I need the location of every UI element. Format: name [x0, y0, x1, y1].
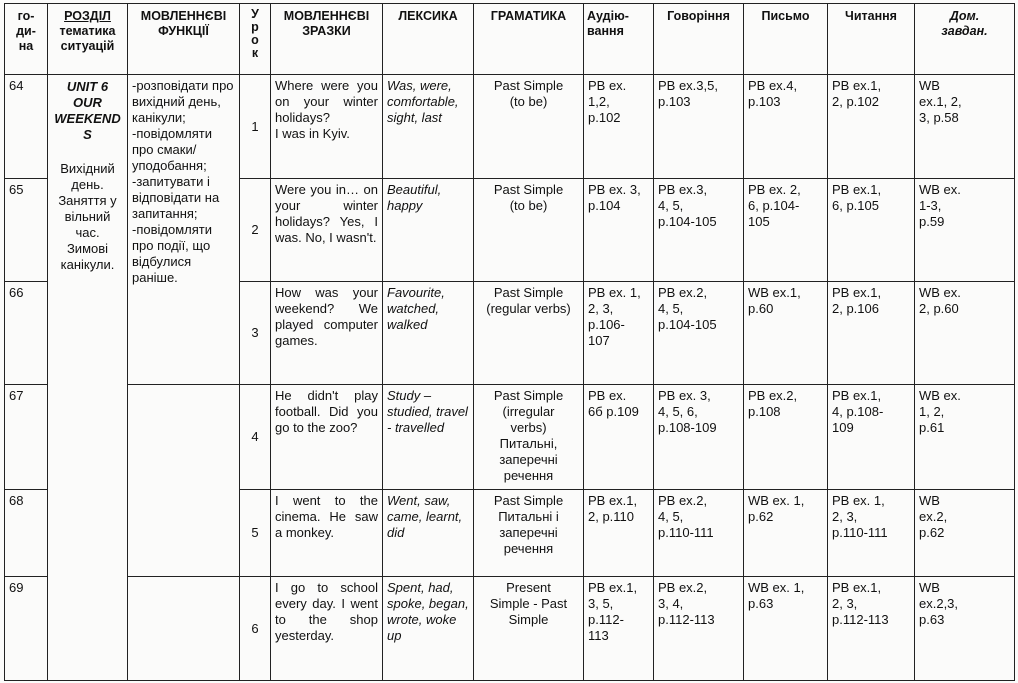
speaking-cell: PB ex. 3, 4, 5, 6, p.108-109 [654, 385, 744, 490]
header-section [48, 4, 128, 75]
homework-cell: WB ex.1, 2, 3, p.58 [915, 75, 1015, 179]
audio-cell: PB ex.1, 2, p.110 [584, 490, 654, 577]
header-lesson: У р о к [240, 4, 271, 75]
vocab-cell: Favourite, watched, walked [383, 282, 474, 385]
header-writing: Письмо [744, 4, 828, 75]
audio-cell: PB ex.1, 3, 5, p.112- 113 [584, 577, 654, 681]
sample-cell: I went to the cinema. He saw a monkey. [271, 490, 383, 577]
hour-cell: 64 [5, 75, 48, 179]
header-section-title: РОЗДІЛ [64, 9, 111, 23]
homework-cell: WB ex.2, p.62 [915, 490, 1015, 577]
speaking-cell: PB ex.2, 4, 5, p.104-105 [654, 282, 744, 385]
sample-cell: Were you in… on your winter holidays? Yes, I was. No, I wasn't. [271, 179, 383, 282]
grammar-cell: Past Simple (irregular verbs) Питальні, заперечні речення [474, 385, 584, 490]
reading-cell: PB ex.1, 2, p.106 [828, 282, 915, 385]
lesson-number: 4 [240, 385, 271, 490]
functions-cell: -розповідати про вихідний день, канікули; -повідомляти про смаки/уподобання; -запитувати і відповідати на запитання; -повідомляти про події, що відбулися раніше. [128, 75, 240, 385]
unit-cell [48, 75, 128, 681]
sample-cell: Where were you on your winter holidays? I was in Kyiv. [271, 75, 383, 179]
reading-cell: PB ex. 1, 2, 3, p.110-111 [828, 490, 915, 577]
lesson-number: 6 [240, 577, 271, 681]
header-homework: Дом. завдан. [915, 4, 1015, 75]
vocab-cell: Study – studied, travel - travelled [383, 385, 474, 490]
lesson-number: 2 [240, 179, 271, 282]
lesson-number: 1 [240, 75, 271, 179]
vocab-cell: Beautiful, happy [383, 179, 474, 282]
lesson-number: 5 [240, 490, 271, 577]
header-row [5, 4, 1015, 75]
grammar-cell: Past Simple (to be) [474, 75, 584, 179]
homework-cell: WB ex.2,3, p.63 [915, 577, 1015, 681]
header-reading: Читання [828, 4, 915, 75]
hour-cell: 69 [5, 577, 48, 681]
header-functions: МОВЛЕННЄВІ ФУНКЦІЇ [128, 4, 240, 75]
functions-empty-cell [128, 385, 240, 577]
lesson-plan-table [4, 3, 1015, 681]
audio-cell: PB ex. 6б p.109 [584, 385, 654, 490]
homework-cell: WB ex. 1-3, p.59 [915, 179, 1015, 282]
grammar-cell: Past Simple (regular verbs) [474, 282, 584, 385]
speaking-cell: PB ex.3, 4, 5, p.104-105 [654, 179, 744, 282]
hour-cell: 65 [5, 179, 48, 282]
hour-cell: 66 [5, 282, 48, 385]
sample-cell: He didn't play football. Did you go to the zoo? [271, 385, 383, 490]
reading-cell: PB ex.1, 6, p.105 [828, 179, 915, 282]
audio-cell: PB ex. 1, 2, 3, p.106- 107 [584, 282, 654, 385]
vocab-cell: Went, saw, came, learnt, did [383, 490, 474, 577]
speaking-cell: PB ex.2, 4, 5, p.110-111 [654, 490, 744, 577]
speaking-cell: PB ex.3,5, p.103 [654, 75, 744, 179]
header-samples: МОВЛЕННЄВІ ЗРАЗКИ [271, 4, 383, 75]
reading-cell: PB ex.1, 2, p.102 [828, 75, 915, 179]
table-row [5, 385, 1015, 490]
functions-empty-cell [128, 577, 240, 681]
grammar-cell: Past Simple Питальні і заперечні речення [474, 490, 584, 577]
reading-cell: PB ex.1, 2, 3, p.112-113 [828, 577, 915, 681]
header-vocab: ЛЕКСИКА [383, 4, 474, 75]
writing-cell: WB ex. 1, p.63 [744, 577, 828, 681]
reading-cell: PB ex.1, 4, p.108- 109 [828, 385, 915, 490]
audio-cell: PB ex. 3, p.104 [584, 179, 654, 282]
unit-title: UNIT 6 OUR WEEKEND S [54, 79, 121, 142]
writing-cell: WB ex. 1, p.62 [744, 490, 828, 577]
header-section-sub: тематика ситуацій [59, 24, 116, 53]
homework-cell: WB ex. 2, p.60 [915, 282, 1015, 385]
sample-cell: How was your weekend? We played computer games. [271, 282, 383, 385]
speaking-cell: PB ex.2, 3, 4, p.112-113 [654, 577, 744, 681]
header-speaking: Говоріння [654, 4, 744, 75]
header-hours: го- ди- на [5, 4, 48, 75]
hour-cell: 67 [5, 385, 48, 490]
writing-cell: PB ex. 2, 6, p.104- 105 [744, 179, 828, 282]
vocab-cell: Was, were, comfortable, sight, last [383, 75, 474, 179]
sample-cell: I go to school every day. I went to the shop yesterday. [271, 577, 383, 681]
header-audio: Аудію- вання [584, 4, 654, 75]
grammar-cell: Present Simple - Past Simple [474, 577, 584, 681]
writing-cell: PB ex.4, p.103 [744, 75, 828, 179]
writing-cell: WB ex.1, p.60 [744, 282, 828, 385]
grammar-cell: Past Simple (to be) [474, 179, 584, 282]
homework-cell: WB ex. 1, 2, p.61 [915, 385, 1015, 490]
table-row [5, 577, 1015, 681]
lesson-number: 3 [240, 282, 271, 385]
unit-topics: Вихідний день. Заняття у вільний час. Зимові канікули. [58, 161, 117, 272]
audio-cell: PB ex. 1,2, p.102 [584, 75, 654, 179]
vocab-cell: Spent, had, spoke, began, wrote, woke up [383, 577, 474, 681]
table-row [5, 75, 1015, 179]
header-grammar: ГРАМАТИКА [474, 4, 584, 75]
writing-cell: PB ex.2, p.108 [744, 385, 828, 490]
hour-cell: 68 [5, 490, 48, 577]
